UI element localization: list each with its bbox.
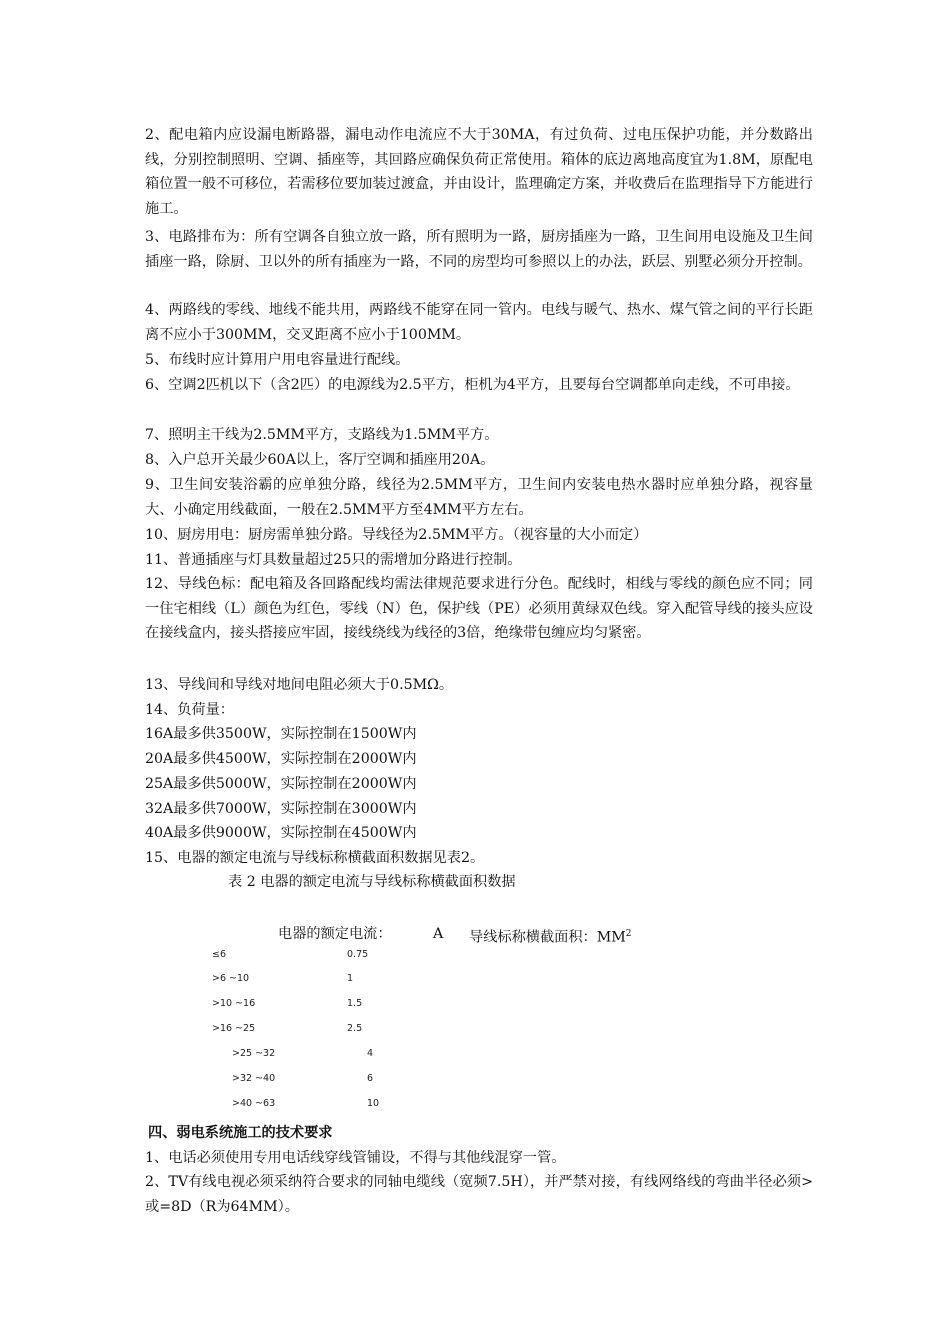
paragraph-item-15: 15、电器的额定电流与导线标称横截面积数据见表2。	[145, 850, 485, 866]
section-title: 四、弱电系统施工的技术要求	[148, 1125, 333, 1141]
paragraph-item-10: 10、厨房用电：厨房需单独分路。导线径为2.5MM平方。（视容量的大小而定）	[145, 527, 648, 543]
paragraph-item-4: 4、两路线的零线、地线不能共用，两路线不能穿在同一管内。电线与暖气、热水、煤气管之间的平行长距离不应小于300MM，交叉距离不应小于100MM。	[145, 302, 813, 343]
paragraph-item-2: 2、配电箱内应设漏电断路器，漏电动作电流应不大于30MA，有过负荷、过电压保护功能，并分数路出线，分别控制照明、空调、插座等，其回路应确保负荷正常使用。箱体的底边离地高度宜为1.8M，原配电箱位置一般不可移位，若需移位要加装过渡盒，并由设计，监理确定方案，并收费后在监理指导下方能进行施工。	[145, 127, 813, 217]
table-cell-area: 1	[347, 973, 354, 984]
load-line: 20A最多供4500W，实际控制在2000W内	[145, 751, 417, 767]
paragraph-item-5: 5、布线时应计算用户用电容量进行配线。	[145, 352, 410, 368]
paragraph-item-13: 13、导线间和导线对地间电阻必须大于0.5MΩ。	[145, 677, 454, 693]
table-cell-area: 6	[367, 1073, 374, 1084]
table-cell-area: 1.5	[347, 998, 363, 1009]
table-header-area-text: 导线标称横截面积：MM	[469, 929, 626, 946]
paragraph-item-6: 6、空调2匹机以下（含2匹）的电源线为2.5平方，柜机为4平方，且要每台空调都单向走线，不可串接。	[145, 377, 800, 393]
weak-current-item-1: 1、电话必须使用专用电话线穿线管铺设，不得与其他线混穿一管。	[145, 1150, 566, 1166]
paragraph-item-12: 12、导线色标：配电箱及各回路配线均需法律规范要求进行分色。配线时，相线与零线的颜色应不同；同一住宅相线（L）颜色为红色，零线（N）色，保护线（PE）必须用黄绿双色线。穿入配管导线的接头应设在接线盒内，接头搭接应牢固，接线绕线为线径的3倍，绝缘带包缠应均匀紧密。	[145, 576, 813, 641]
weak-current-item-2: 2、TV有线电视必须采纳符合要求的同轴电缆线（宽频7.5H），并严禁对接，有线网络线的弯曲半径必须>或=8D（R为64MM）。	[145, 1174, 813, 1215]
paragraph-item-8: 8、入户总开关最少60A以上，客厅空调和插座用20A。	[145, 452, 495, 468]
table-cell-current: >40 ~63	[232, 1098, 276, 1109]
table-header-current: 电器的额定电流：	[278, 926, 392, 942]
load-line: 40A最多供9000W，实际控制在4500W内	[145, 825, 417, 841]
table-cell-area: 10	[367, 1098, 380, 1109]
table-cell-area: 2.5	[347, 1023, 363, 1034]
load-line: 25A最多供5000W，实际控制在2000W内	[145, 776, 417, 792]
table-header-unit: A	[433, 926, 444, 942]
table-cell-current: >32 ~40	[232, 1073, 276, 1084]
paragraph-item-7: 7、照明主干线为2.5MM平方，支路线为1.5MM平方。	[145, 427, 499, 443]
paragraph-item-14: 14、负荷量：	[145, 702, 234, 718]
table-cell-current: >25 ~32	[232, 1048, 276, 1059]
table-caption: 表 2 电器的额定电流与导线标称横截面积数据	[228, 874, 516, 890]
load-line: 16A最多供3500W，实际控制在1500W内	[145, 726, 417, 742]
table-cell-current: ≤6	[212, 949, 227, 960]
table-cell-current: >10 ~16	[212, 998, 256, 1009]
paragraph-item-9: 9、卫生间安装浴霸的应单独分路，线径为2.5MM平方，卫生间内安装电热水器时应单独分路，视容量大、小确定用线截面，一般在2.5MM平方至4MM平方左右。	[145, 477, 813, 518]
table-header-area	[469, 922, 631, 950]
table-header-area-sup: 2	[625, 929, 632, 939]
table-cell-current: >16 ~25	[212, 1023, 256, 1034]
table-cell-area: 4	[367, 1048, 374, 1059]
table-cell-area: 0.75	[347, 949, 369, 960]
load-line: 32A最多供7000W，实际控制在3000W内	[145, 801, 417, 817]
table-cell-current: >6 ~10	[212, 973, 250, 984]
paragraph-item-11: 11、普通插座与灯具数量超过25只的需增加分路进行控制。	[145, 552, 522, 568]
paragraph-item-3: 3、电路排布为：所有空调各自独立放一路，所有照明为一路，厨房插座为一路，卫生间用电设施及卫生间插座一路，除厨、卫以外的所有插座为一路，不同的房型均可参照以上的办法，跃层、别墅必须分开控制。	[145, 229, 813, 270]
